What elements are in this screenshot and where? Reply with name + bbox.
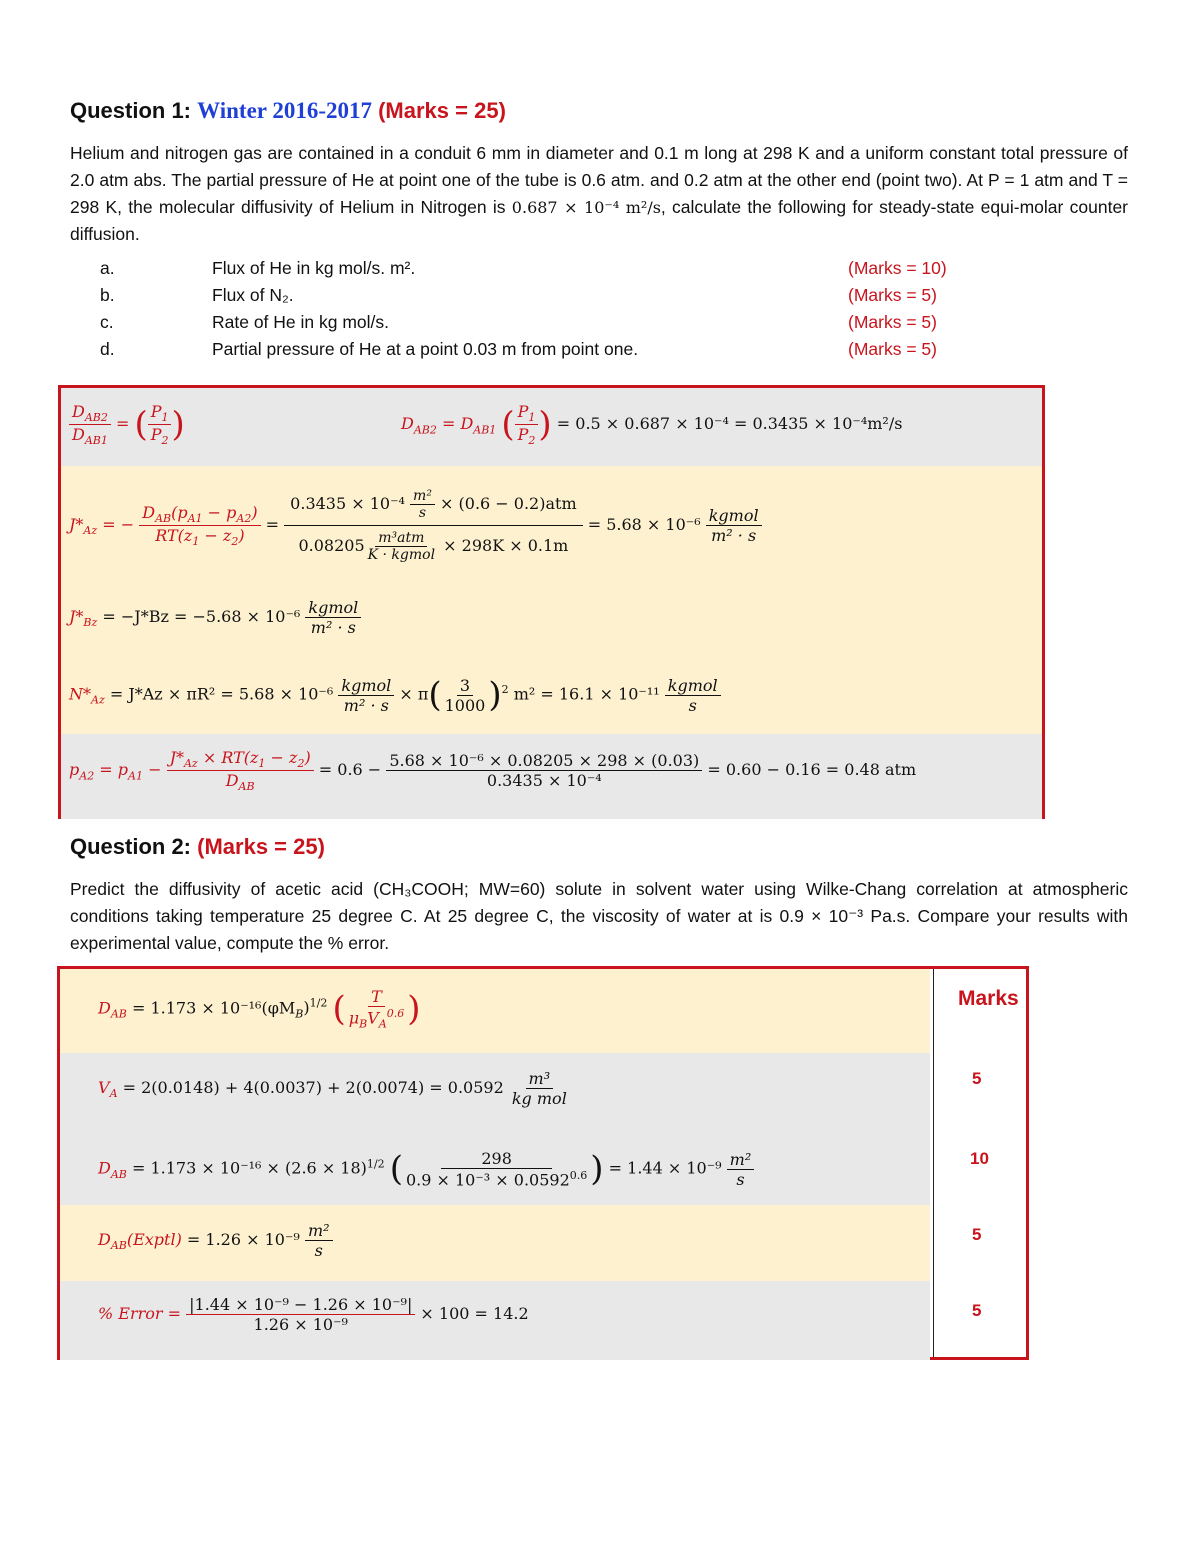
molar-volume-equation: $V_A = 2(0.0148) + 4(0.0037) + 2(0.0074) = 0.0592$ $\frac{\text{m³}}{\text{kg mol}}$ — [98, 1069, 567, 1108]
diffusivity-calculation: $D_{AB} = 1.173 \times 10^{-16} \times (2.6 \times 18)^{1/2}$ ( $\frac{298}{0.9 \times 10^{-3} \times 0.0592^{0.6}}$ ) = 1.44 × 10⁻⁹ $\frac{\text{m²}}{s}$ — [98, 1149, 754, 1189]
question-2-marks: (Marks = 25) — [197, 834, 325, 859]
list-item: d. Partial pressure of He at a point 0.03 m from point one. (Marks = 5) — [100, 339, 937, 359]
row-marks: 5 — [972, 1225, 982, 1244]
list-item: a. Flux of He in kg mol/s. m². (Marks = 10) — [100, 258, 947, 278]
question-2-text: Predict the diffusivity of acetic acid (CH₃COOH; MW=60) solute in solvent water using Wilke-Chang correlation at atmospheric conditions taking temperature 25 degree C. At 25 degree C, the viscosity of water at is 0.9 × 10⁻³ Pa.s. Compare your results with experimental value, compute the % error. — [70, 879, 1128, 953]
diffusivity-ratio-equation: $\frac{D_{AB2}}{D_{AB1}}$ = ( $\frac{P_1}{P_2}$ ) — [69, 402, 185, 447]
question-2-title: Question 2: (Marks = 25) — [70, 834, 325, 859]
diffusivity-correction-equation: $D_{AB2} = D_{AB1}$ ( $\frac{P_1}{P_2}$ ) = 0.5 × 0.687 × 10⁻⁴ = 0.3435 × 10⁻⁴m²/s — [401, 402, 903, 448]
flux-n2-equation: $J*_{Bz} = -J*Bz = -5.68 \times 10^{-6}$ $\frac{\text{kgmol}}{\text{m² · s}}$ — [69, 598, 361, 637]
question-1-title: Question 1: Winter 2016-2017 (Marks = 25) — [70, 98, 506, 123]
experimental-diffusivity: $D_{AB}(Exptl) = 1.26 \times 10^{-9}$ $\frac{\text{m²}}{s}$ — [98, 1221, 333, 1260]
list-item: c. Rate of He in kg mol/s. (Marks = 5) — [100, 312, 937, 332]
term-label: Winter 2016-2017 — [197, 98, 372, 123]
flux-he-equation: $J*_{Az}$ = − $\frac{D_{AB}(p_{A1} - p_{A2})}{RT(z_1 - z_2)}$ = 0.3435 × 10⁻⁴ $\frac{\text{m²}}{s}$ × (0.6 − 0.2)atm 0.08205 $\frac{\text{m³atm}}{\text{K · kgmol}}$ × 298K × 0.1m = 5.68 × 10⁻⁶ $\frac{\text{kgmol}}{\text{m² · s}}$ — [69, 488, 762, 563]
marks-header: Marks — [958, 987, 1019, 1010]
rate-he-equation: $N*_{Az} = J*Az \times \pi R^2 = 5.68 \times 10^{-6}$ $\frac{\text{kgmol}}{\text{m² · s}}$ × π( $\frac{3}{1000}$ )$^2$ m² = 16.1 × 10⁻¹¹ $\frac{\text{kgmol}}{s}$ — [69, 675, 721, 715]
partial-pressure-equation: $p_{A2} = p_{A1}$ − $\frac{J*_{Az} \times RT(z_1 - z_2)}{D_{AB}}$ = 0.6 − $\frac{\text{5.68 × 10⁻⁶ × 0.08205 × 298 × (0.03)}}{\text{0.3435 × 10⁻⁴}}$ = 0.60 − 0.16 = 0.48 atm — [69, 748, 917, 794]
question-1-solution-box — [58, 385, 1045, 819]
question-1-marks: (Marks = 25) — [378, 98, 506, 123]
question-2-solution-box — [57, 966, 1029, 1360]
row-marks: 10 — [970, 1149, 989, 1168]
row-marks: 5 — [972, 1301, 982, 1320]
percent-error-equation: % Error = $\frac{\text{|1.44 × 10⁻⁹ − 1.26 × 10⁻⁹|}}{\text{1.26 × 10⁻⁹}}$ × 100 = 14.2 — [98, 1295, 529, 1334]
question-1-parts — [100, 258, 960, 366]
question-1-text: Helium and nitrogen gas are contained in a conduit 6 mm in diameter and 0.1 m long at 298 K and a uniform constant total pressure of 2.0 atm abs. The partial pressure of He at point one of the tube is 0.6 atm. and 0.2 atm at the other end (point two). At P = 1 atm and T = 298 K, the molecular diffusivity of Helium in Nitrogen is 0.687 × 10⁻⁴ m²/s, calculate the following for steady-state equi-molar counter diffusion. — [70, 143, 1128, 245]
list-item: b. Flux of N₂. (Marks = 5) — [100, 285, 937, 305]
row-marks: 5 — [972, 1069, 982, 1088]
wilke-chang-equation: $D_{AB} = 1.173 \times 10^{-16}(\varphi M_B)^{1/2}$ ( $\frac{T}{\mu_BV_A^{0.6}}$ ) — [98, 987, 421, 1031]
